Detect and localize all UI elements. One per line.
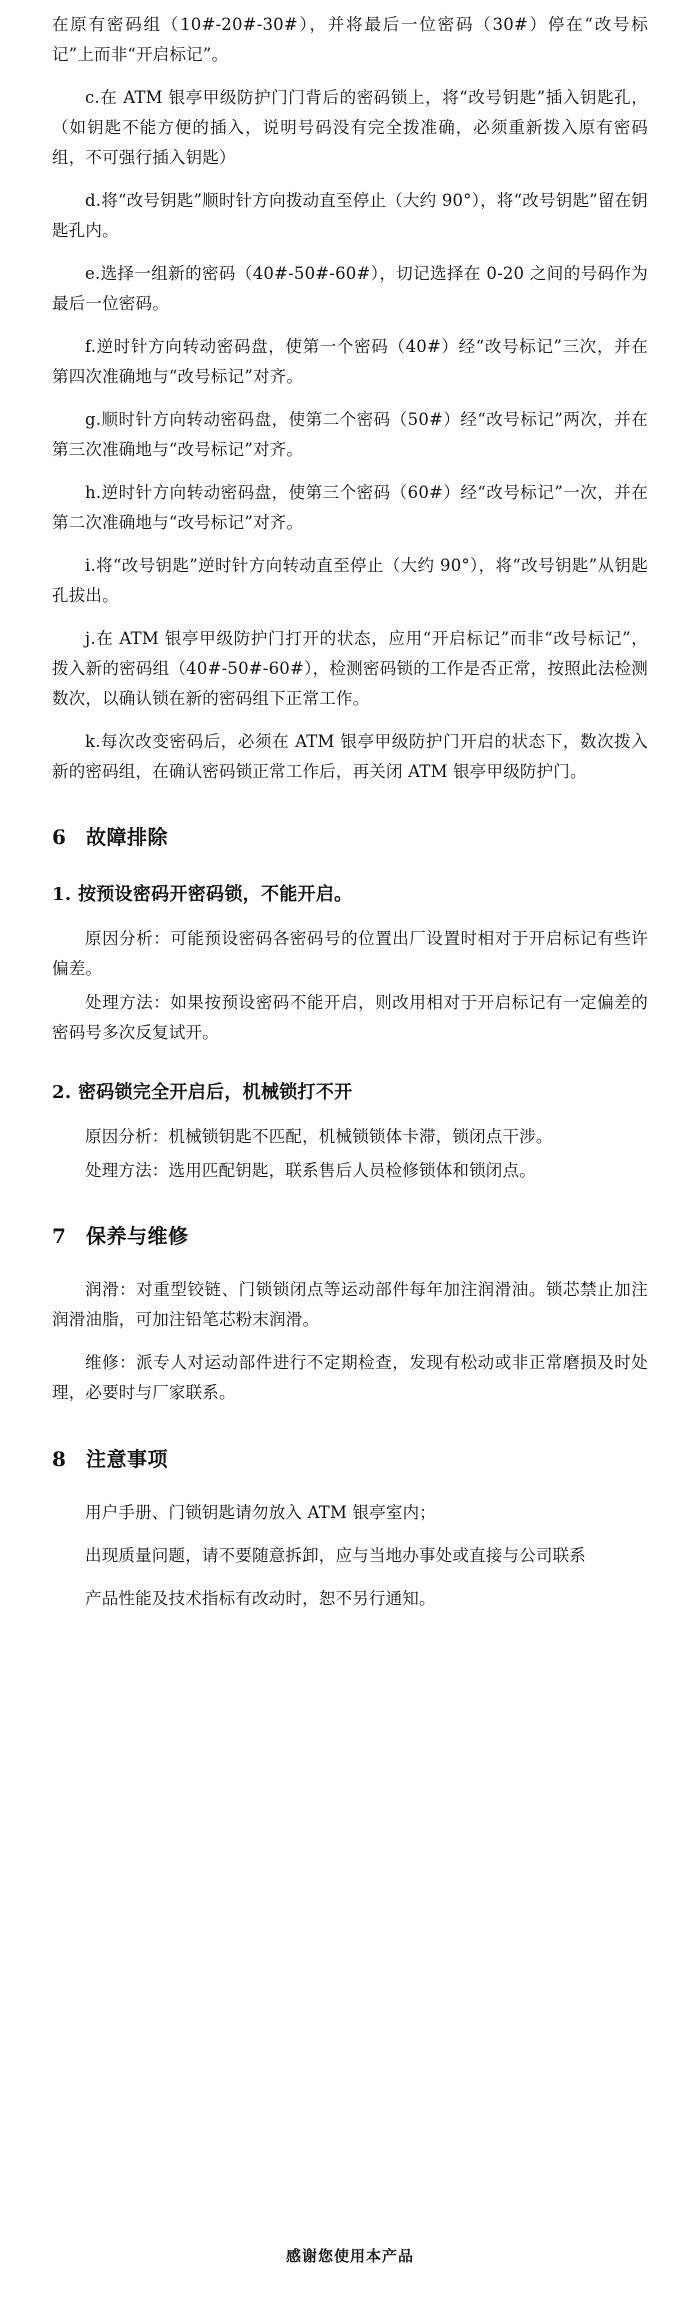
heading-section-7-number: 7 [52,1224,67,1249]
paragraph-step-j: j.在 ATM 银亭甲级防护门打开的状态，应用“开启标记”而非“改号标记”，拨入新的密码组（40#-50#-60#），检测密码锁的工作是否正常，按照此法检测数次，以确认锁在新的密码组下正常工作。 [52,629,648,709]
paragraph-step-i: i.将“改号钥匙”逆时针方向转动直至停止（大约 90°），将“改号钥匙”从钥匙孔拔出。 [52,556,648,606]
paragraph-notice-2: 出现质量问题，请不要随意拆卸，应与当地办事处或直接与公司联系 [85,1545,586,1565]
heading-fault-2: 2. 密码锁完全开启后，机械锁打不开 [52,1082,353,1104]
paragraph-step-e: e.选择一组新的密码（40#-50#-60#），切记选择在 0-20 之间的号码作为最后一位密码。 [52,264,648,314]
paragraph-step-f: f.逆时针方向转动密码盘，使第一个密码（40#）经“改号标记”三次，并在第四次准确地与“改号标记”对齐。 [52,337,648,387]
heading-section-7 [52,1220,648,1249]
page-footer: 感谢您使用本产品 [285,2247,414,2265]
paragraph-fault-1-solution: 处理方法：如果按预设密码不能开启，则改用相对于开启标记有一定偏差的密码号多次反复试开。 [52,993,648,1043]
paragraph-fault-2-cause: 原因分析：机械锁钥匙不匹配，机械锁锁体卡滞，锁闭点干涉。 [85,1127,553,1147]
paragraph-step-h: h.逆时针方向转动密码盘，使第三个密码（60#）经“改号标记”一次，并在第二次准确地与“改号标记”对齐。 [52,483,648,533]
heading-section-6 [52,821,648,850]
paragraph-continuation: 在原有密码组（10#-20#-30#），并将最后一位密码（30#）停在“改号标记”上而非“开启标记”。 [52,15,648,65]
heading-section-8 [52,1443,648,1472]
paragraph-step-c: c.在 ATM 银亭甲级防护门门背后的密码锁上，将“改号钥匙”插入钥匙孔，（如钥匙不能方便的插入，说明号码没有完全拨准确，必须重新拨入原有密码组，不可强行插入钥匙） [52,88,648,168]
paragraph-step-k: k.每次改变密码后，必须在 ATM 银亭甲级防护门开启的状态下，数次拨入新的密码组，在确认密码锁正常工作后，再关闭 ATM 银亭甲级防护门。 [52,732,648,782]
paragraph-fault-1-cause: 原因分析：可能预设密码各密码号的位置出厂设置时相对于开启标记有些许偏差。 [52,929,648,979]
paragraph-step-d: d.将“改号钥匙”顺时针方向拨动直至停止（大约 90°），将“改号钥匙”留在钥匙孔内。 [52,191,648,241]
heading-fault-1: 1. 按预设密码开密码锁，不能开启。 [52,884,353,906]
heading-section-8-title: 注意事项 [86,1446,168,1471]
paragraph-step-g: g.顺时针方向转动密码盘，使第二个密码（50#）经“改号标记”两次，并在第三次准确地与“改号标记”对齐。 [52,410,648,460]
paragraph-maintenance: 维修：派专人对运动部件进行不定期检查，发现有松动或非正常磨损及时处理，必要时与厂家联系。 [52,1353,648,1403]
paragraph-notice-1: 用户手册、门锁钥匙请勿放入 ATM 银亭室内； [85,1502,437,1522]
paragraph-fault-2-solution: 处理方法：选用匹配钥匙，联系售后人员检修锁体和锁闭点。 [85,1161,536,1181]
heading-section-8-number: 8 [52,1446,67,1471]
heading-section-6-number: 6 [52,825,67,850]
bottom-spacer [52,1627,648,1667]
paragraph-lubrication: 润滑：对重型铰链、门锁锁闭点等运动部件每年加注润滑油。锁芯禁止加注润滑油脂，可加注铅笔芯粉末润滑。 [52,1280,648,1330]
heading-section-7-title: 保养与维修 [86,1224,189,1249]
heading-section-6-title: 故障排除 [86,825,168,850]
paragraph-notice-3: 产品性能及技术指标有改动时，恕不另行通知。 [85,1588,436,1608]
